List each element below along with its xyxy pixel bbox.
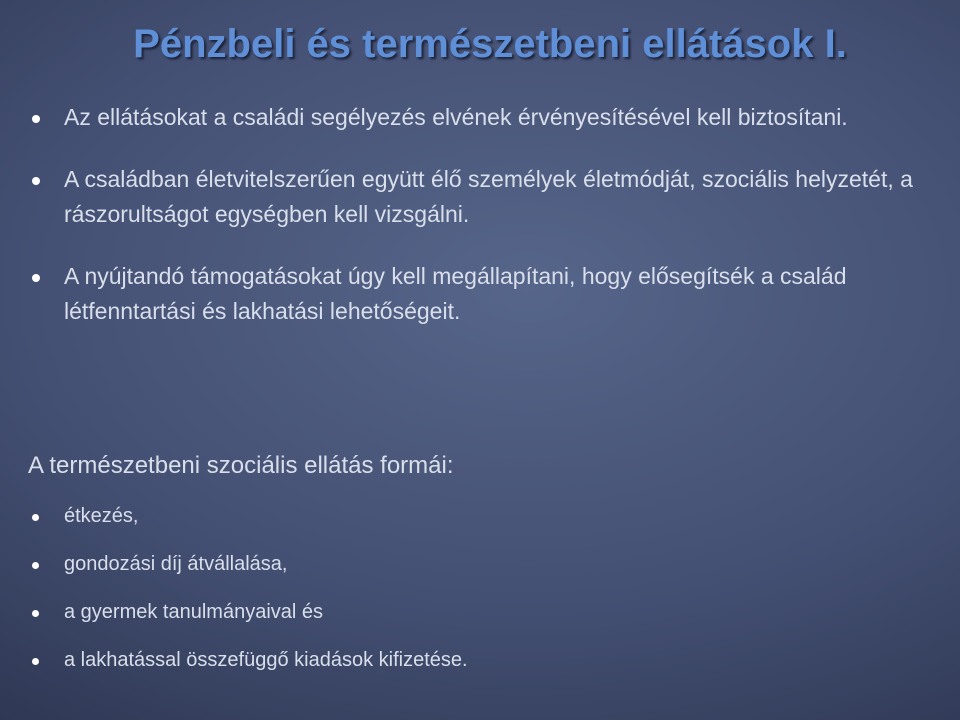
bullet-dot-icon [32,177,40,185]
bullet-item [28,162,948,232]
list-item [28,550,928,578]
bullet-dot-icon [32,658,39,665]
bullet-list [28,100,948,356]
list-item [28,502,928,530]
list-item-text: étkezés, [64,505,139,527]
bullet-dot-icon [32,514,39,521]
bullet-dot-icon [32,274,40,282]
list-item-text: gondozási díj átvállalása, [64,553,288,575]
list-item-text: a gyermek tanulmányaival és [64,601,324,623]
slide-title: Pénzbeli és természetbeni ellátások I. [133,22,847,66]
forms-list [28,502,928,694]
bullet-dot-icon [32,610,39,617]
bullet-item [28,259,948,329]
list-item-text: a lakhatással összefüggő kiadások kifizetése. [64,649,468,671]
bullet-text: A családban életvitelszerűen együtt élő személyek életmódját, szociális helyzetét, a rászorultságot egységben kell vizsgálni. [64,166,913,227]
bullet-text: Az ellátásokat a családi segélyezés elvének érvényesítésével kell biztosítani. [64,104,848,130]
bullet-dot-icon [32,562,39,569]
bullet-dot-icon [32,115,40,123]
section-subheading: A természetbeni szociális ellátás formái: [28,452,454,479]
list-item [28,598,928,626]
bullet-text: A nyújtandó támogatásokat úgy kell megállapítani, hogy elősegítsék a család létfenntartási és lakhatási lehetőségeit. [64,263,847,324]
list-item [28,646,928,674]
bullet-item [28,100,948,135]
